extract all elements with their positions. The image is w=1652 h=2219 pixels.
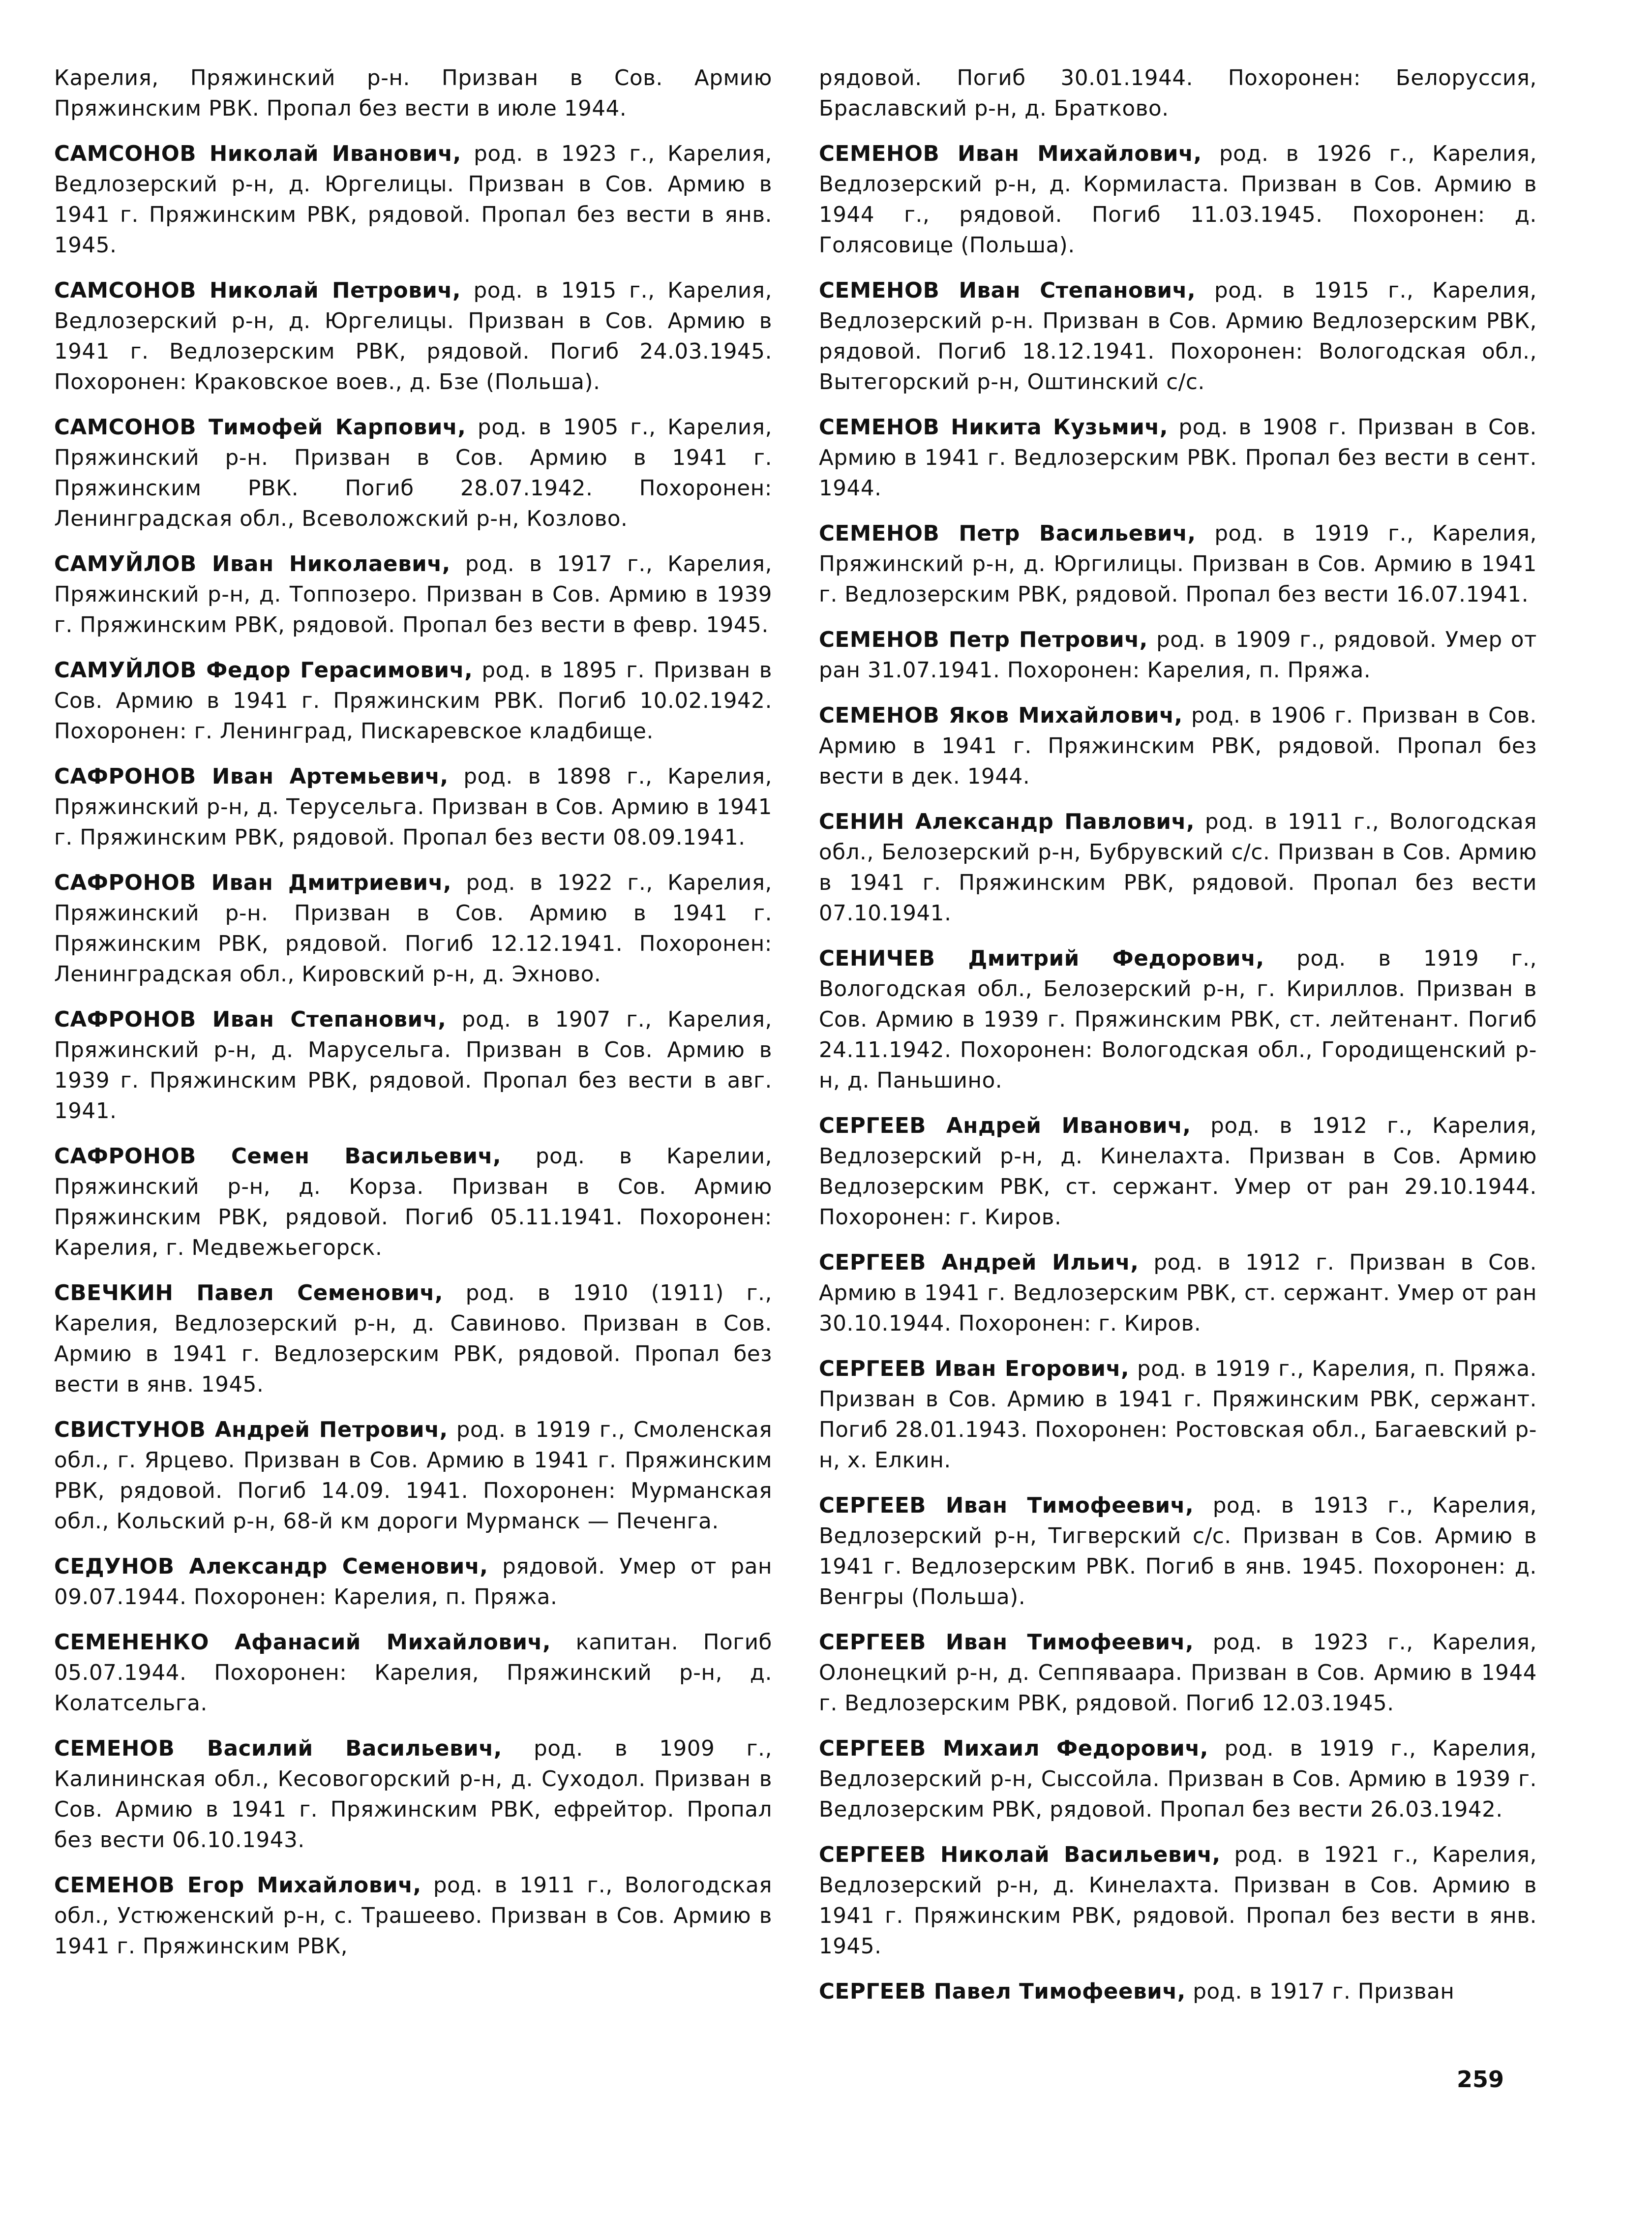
entry-name: САМСОНОВ Тимофей Карпович, xyxy=(54,415,466,440)
entry xyxy=(819,1627,1537,1719)
page-number: 259 xyxy=(1457,2066,1504,2093)
entry-text: род. в 1909 г., рядовой. Умер от ран 31.07.1941. Похоронен: Карелия, п. Пряжа. xyxy=(819,628,1537,683)
entry-text: род. в 1911 г., Вологодская обл., Устюженский р-н, с. Трашеево. Призван в Сов. Армию в 1941 г. Пряжинским РВК, xyxy=(54,1873,772,1959)
entry-text: род. в 1917 г., Карелия, Пряжинский р-н, д. Топпозеро. Призван в Сов. Армию в 1939 г. Пряжинским РВК, рядовой. Пропал без вести в февр. 1945. xyxy=(54,552,772,638)
entry xyxy=(819,412,1537,504)
entry xyxy=(54,761,772,853)
entry-text: род. в 1898 г., Карелия, Пряжинский р-н, д. Терусельга. Призван в Сов. Армию в 1941 г. Пряжинским РВК, рядовой. Пропал без вести 08.09.1941. xyxy=(54,764,772,850)
entry-text: рядовой. Умер от ран 09.07.1944. Похоронен: Карелия, п. Пряжа. xyxy=(54,1554,772,1610)
entry-name: СЕМЕНОВ Петр Петрович, xyxy=(819,628,1148,652)
entry-text: род. в 1908 г. Призван в Сов. Армию в 1941 г. Ведлозерским РВК. Пропал без вести в сент. 1944. xyxy=(819,415,1537,501)
entry-name: СВЕЧКИН Павел Семенович, xyxy=(54,1281,444,1306)
entry-name: САМСОНОВ Николай Иванович, xyxy=(54,142,461,166)
entry xyxy=(54,275,772,397)
entry xyxy=(819,1111,1537,1233)
entry-name: СЕНИЧЕВ Дмитрий Федорович, xyxy=(819,946,1264,971)
entry xyxy=(819,943,1537,1096)
entry-text: род. в 1919 г., Вологодская обл., Белозерский р-н, г. Кириллов. Призван в Сов. Армию в 1939 г. Пряжинским РВК, ст. лейтенант. Погиб 24.11.1942. Похоронен: Вологодская обл., Городищенский р-н, д. Паньшино. xyxy=(819,946,1537,1093)
entry-text: род. в 1906 г. Призван в Сов. Армию в 1941 г. Пряжинским РВК, рядовой. Пропал без вести в дек. 1944. xyxy=(819,703,1537,789)
entry-text: род. в 1923 г., Карелия, Олонецкий р-н, д. Сеппяваара. Призван в Сов. Армию в 1944 г. Ведлозерским РВК, рядовой. Погиб 12.03.1945. xyxy=(819,1630,1537,1716)
entry-text: род. в 1912 г., Карелия, Ведлозерский р-н, д. Кинелахта. Призван в Сов. Армию Ведлозерским РВК, ст. сержант. Умер от ран 29.10.1944. Похоронен: г. Киров. xyxy=(819,1114,1537,1230)
entry-text: род. в 1921 г., Карелия, Ведлозерский р-н, д. Кинелахта. Призван в Сов. Армию в 1941 г. Пряжинским РВК, рядовой. Пропал без вести в янв. 1945. xyxy=(819,1843,1537,1959)
entry-text: Карелия, Пряжинский р-н. Призван в Сов. Армию Пряжинским РВК. Пропал без вести в июле 1944. xyxy=(54,66,772,121)
entry xyxy=(54,1278,772,1400)
entry xyxy=(54,549,772,640)
entry-name: САФРОНОВ Иван Дмитриевич, xyxy=(54,871,452,895)
entry-text: род. в Карелии, Пряжинский р-н, д. Корза. Призван в Сов. Армию Пряжинским РВК, рядовой. Погиб 05.11.1941. Похоронен: Карелия, г. Медвежьегорск. xyxy=(54,1144,772,1260)
entry-name: СЕМЕНЕНКО Афанасий Михайлович, xyxy=(54,1630,551,1655)
entry-name: САФРОНОВ Семен Васильевич, xyxy=(54,1144,502,1169)
entry xyxy=(54,655,772,747)
entry-text: род. в 1915 г., Карелия, Ведлозерский р-н. Призван в Сов. Армию Ведлозерским РВК, рядовой. Погиб 18.12.1941. Похоронен: Вологодская обл., Вытегорский р-н, Оштинский с/с. xyxy=(819,278,1537,395)
entry-name: СЕМЕНОВ Никита Кузьмич, xyxy=(819,415,1168,440)
entry xyxy=(819,63,1537,124)
entry-name: СЕМЕНОВ Иван Михайлович, xyxy=(819,142,1202,166)
entry xyxy=(54,1627,772,1719)
entry-text: род. в 1919 г., Карелия, Пряжинский р-н, д. Юргилицы. Призван в Сов. Армию в 1941 г. Ведлозерским РВК, рядовой. Пропал без вести 16.07.1941. xyxy=(819,521,1537,607)
entry xyxy=(54,139,772,261)
right-column xyxy=(819,63,1537,2022)
entry xyxy=(819,1490,1537,1612)
entry-text: род. в 1926 г., Карелия, Ведлозерский р-н, д. Кормиласта. Призван в Сов. Армию в 1944 г., рядовой. Погиб 11.03.1945. Похоронен: д. Голясовице (Польша). xyxy=(819,142,1537,258)
entry-text: род. в 1895 г. Призван в Сов. Армию в 1941 г. Пряжинским РВК. Погиб 10.02.1942. Похоронен: г. Ленинград, Пискаревское кладбище. xyxy=(54,658,773,744)
entry xyxy=(819,1247,1537,1339)
entry-text: род. в 1915 г., Карелия, Ведлозерский р-н, д. Юргелицы. Призван в Сов. Армию в 1941 г. Ведлозерским РВК, рядовой. Погиб 24.03.1945. Похоронен: Краковское воев., д. Бзе (Польша). xyxy=(54,278,772,395)
entry xyxy=(54,1551,772,1612)
entry-name: САФРОНОВ Иван Артемьевич, xyxy=(54,764,449,789)
entry-name: СЕМЕНОВ Иван Степанович, xyxy=(819,278,1196,303)
entry xyxy=(819,518,1537,610)
entry-text: род. в 1911 г., Вологодская обл., Белозерский р-н, Бубрувский с/с. Призван в Сов. Армию в 1941 г. Пряжинским РВК, рядовой. Пропал без вести 07.10.1941. xyxy=(819,810,1537,926)
entry xyxy=(54,412,772,534)
entry-text: рядовой. Погиб 30.01.1944. Похоронен: Белоруссия, Браславский р-н, д. Братково. xyxy=(819,66,1537,121)
entry-name: СЕРГЕЕВ Иван Егорович, xyxy=(819,1357,1130,1381)
entry-text: род. в 1912 г. Призван в Сов. Армию в 1941 г. Ведлозерским РВК, ст. сержант. Умер от ран 30.10.1944. Похоронен: г. Киров. xyxy=(819,1250,1537,1336)
entry xyxy=(819,1354,1537,1476)
entry xyxy=(819,1840,1537,1962)
entry xyxy=(819,700,1537,792)
entry xyxy=(54,868,772,990)
entry-text: род. в 1922 г., Карелия, Пряжинский р-н. Призван в Сов. Армию в 1941 г. Пряжинским РВК, рядовой. Погиб 12.12.1941. Похоронен: Ленинградская обл., Кировский р-н, д. Эхново. xyxy=(54,871,772,987)
entry xyxy=(819,139,1537,261)
entry-text: род. в 1917 г. Призван xyxy=(1185,1979,1455,2004)
entry-name: СЕНИН Александр Павлович, xyxy=(819,810,1195,834)
entry-name: САМУЙЛОВ Иван Николаевич, xyxy=(54,552,451,577)
entry-name: САФРОНОВ Иван Степанович, xyxy=(54,1007,447,1032)
entry xyxy=(54,1141,772,1263)
entry xyxy=(819,1976,1537,2007)
entry-name: СЕРГЕЕВ Иван Тимофеевич, xyxy=(819,1630,1194,1655)
entry-name: СЕМЕНОВ Яков Михайлович, xyxy=(819,703,1183,728)
entry xyxy=(54,1415,772,1537)
entry-name: СЕРГЕЕВ Андрей Иванович, xyxy=(819,1114,1191,1138)
entry xyxy=(54,63,772,124)
entry-text: капитан. Погиб 05.07.1944. Похоронен: Карелия, Пряжинский р-н, д. Колатсельга. xyxy=(54,1630,772,1716)
entry-text: род. в 1907 г., Карелия, Пряжинский р-н, д. Марусельга. Призван в Сов. Армию в 1939 г. Пряжинским РВК, рядовой. Пропал без вести в авг. 1941. xyxy=(54,1007,772,1124)
entry xyxy=(54,1004,772,1126)
entry-name: СЕРГЕЕВ Николай Васильевич, xyxy=(819,1843,1221,1867)
entry xyxy=(819,625,1537,686)
entry-name: СЕДУНОВ Александр Семенович, xyxy=(54,1554,488,1579)
entry-text: род. в 1919 г., Карелия, п. Пряжа. Призван в Сов. Армию в 1941 г. Пряжинским РВК, сержант. Погиб 28.01.1943. Похоронен: Ростовская обл., Багаевский р-н, х. Елкин. xyxy=(819,1357,1537,1473)
left-column xyxy=(54,63,772,1976)
entry-text: род. в 1923 г., Карелия, Ведлозерский р-н, д. Юргелицы. Призван в Сов. Армию в 1941 г. Пряжинским РВК, рядовой. Пропал без вести в янв. 1945. xyxy=(54,142,772,258)
entry-name: СЕМЕНОВ Петр Васильевич, xyxy=(819,521,1196,546)
entry-text: род. в 1913 г., Карелия, Ведлозерский р-н, Тигверский с/с. Призван в Сов. Армию в 1941 г. Ведлозерским РВК. Погиб в янв. 1945. Похоронен: д. Венгры (Польша). xyxy=(819,1493,1537,1610)
entry-text: род. в 1909 г., Калининская обл., Кесовогорский р-н, д. Суходол. Призван в Сов. Армию в 1941 г. Пряжинским РВК, ефрейтор. Пропал без вести 06.10.1943. xyxy=(54,1736,772,1853)
entry-text: род. в 1919 г., Смоленская обл., г. Ярцево. Призван в Сов. Армию в 1941 г. Пряжинским РВК, рядовой. Погиб 14.09. 1941. Похоронен: Мурманская обл., Кольский р-н, 68-й км дороги Мурманск — Печенга. xyxy=(54,1418,772,1534)
entry-text: род. в 1910 (1911) г., Карелия, Ведлозерский р-н, д. Савиново. Призван в Сов. Армию в 1941 г. Ведлозерским РВК, рядовой. Пропал без вести в янв. 1945. xyxy=(54,1281,772,1397)
entry xyxy=(819,275,1537,397)
entry-name: СЕРГЕЕВ Павел Тимофеевич, xyxy=(819,1979,1186,2004)
entry-name: СЕМЕНОВ Василий Васильевич, xyxy=(54,1736,502,1761)
entry-text: род. в 1919 г., Карелия, Ведлозерский р-н, Сыссойла. Призван в Сов. Армию в 1939 г. Ведлозерским РВК, рядовой. Пропал без вести 26.03.1942. xyxy=(819,1736,1537,1822)
entry-text: род. в 1905 г., Карелия, Пряжинский р-н. Призван в Сов. Армию в 1941 г. Пряжинским РВК. Погиб 28.07.1942. Похоронен: Ленинградская обл., Всеволожский р-н, Козлово. xyxy=(54,415,772,531)
entry-name: САМУЙЛОВ Федор Герасимович, xyxy=(54,658,473,683)
entry xyxy=(54,1870,772,1962)
entry-name: СЕМЕНОВ Егор Михайлович, xyxy=(54,1873,421,1898)
entry xyxy=(819,807,1537,929)
entry xyxy=(54,1733,772,1855)
entry-name: СЕРГЕЕВ Иван Тимофеевич, xyxy=(819,1493,1194,1518)
entry-name: СВИСТУНОВ Андрей Петрович, xyxy=(54,1418,448,1442)
entry-name: СЕРГЕЕВ Андрей Ильич, xyxy=(819,1250,1139,1275)
entry-name: СЕРГЕЕВ Михаил Федорович, xyxy=(819,1736,1209,1761)
entry xyxy=(819,1733,1537,1825)
entry-name: САМСОНОВ Николай Петрович, xyxy=(54,278,461,303)
